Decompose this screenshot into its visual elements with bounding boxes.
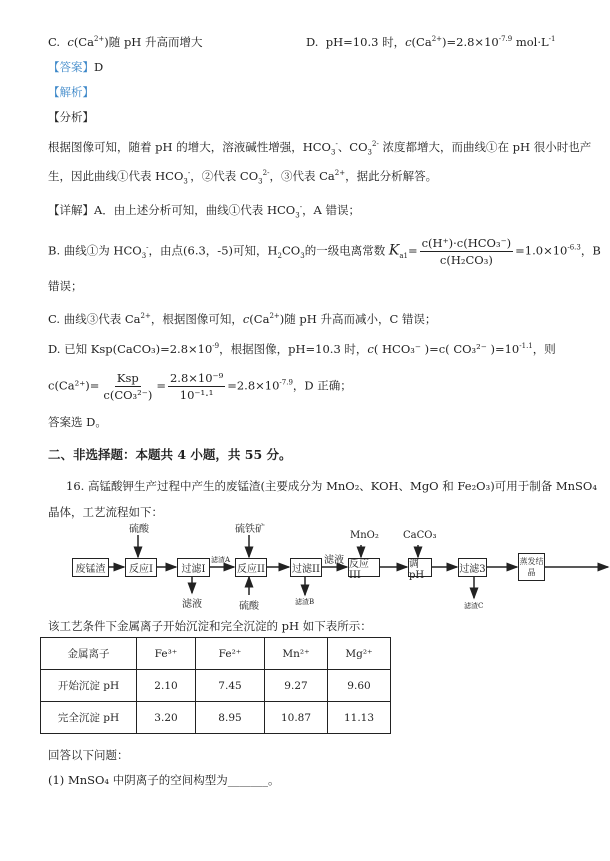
table-header-row [41,638,391,670]
flow-box: 废锰渣 [72,558,109,577]
flow-input: MnO₂ [350,530,379,541]
table-cell: 开始沉淀 pH [41,670,137,702]
table-header: Mg²⁺ [328,638,391,670]
flow-input: 硫酸 [129,524,149,535]
table-cell: 2.10 [137,670,196,702]
table-cell: 9.60 [328,670,391,702]
final-answer: 答案选 D。 [48,415,107,429]
ph-table [40,637,391,734]
flow-input: 硫酸 [239,601,259,612]
q16-line-2: 晶体，工艺流程如下： [48,505,163,519]
table-cell: 8.95 [196,702,265,734]
answer-prompt: 回答以下问题： [48,748,129,762]
flow-input: CaCO₃ [403,530,437,541]
table-row [41,702,391,734]
flow-mid-label: 滤渣A [211,556,231,564]
flow-input: 硫铁矿 [235,524,265,535]
sub-question-1: (1) MnSO₄ 中阴离子的空间构型为_______。 [48,773,280,787]
section-heading: 二、非选择题：本题共 4 小题，共 55 分。 [48,447,292,462]
analysis-line-2: 生，因此曲线①代表 $HCO_3^-$，②代表 $CO_3^{2-}$，③代表 $Ca^{2+}$，据此分析解答。 [48,169,438,186]
table-cell: 9.27 [265,670,328,702]
q16-line-1: 16. 高锰酸钾生产过程中产生的废锰渣(主要成分为 MnO₂、KOH、MgO 和 Fe₂O₃)可用于制备 MnSO₄ [66,479,597,493]
flow-mid-label: 滤液 [324,555,344,566]
flow-box: 调pH [408,558,432,577]
option-d: D. pH=10.3 时，$c(Ca^{2+})=2.8\times 10^{-7.9}$ $mol\cdot L^{-1}$ [306,35,556,49]
detail-d: D. 已知 $Ksp(CaCO_3)=2.8\times 10^{-9}$，根据图像，pH=10.3 时，c( HCO₃⁻ )=c( CO₃²⁻ )$=10^{-1.1}$，则 [48,342,556,356]
flow-output: 滤渣C [464,602,484,610]
detail-d-formula: c(Ca²⁺)= $\frac{\text{Ksp}}{\text{c(CO₃²⁻)}}$ = $\frac{\text{2.8×10⁻⁹}}{\text{10⁻¹·¹}}$ $=2.8\times 10^{-7.9}$，D 正确； [48,371,352,402]
flow-box: 过滤I [177,558,210,577]
table-intro: 该工艺条件下金属离子开始沉淀和完全沉淀的 pH 如下表所示： [48,619,372,633]
process-flowchart [0,515,610,615]
detail-b: B. 曲线①为 $HCO_3^-$，由点(6.3，-5)可知，$H_2CO_3$的一级电离常数 $K_{a1}=$ $\frac{\text{c(H⁺)·c(HCO₃⁻)}}{\text{c(H₂CO₃)}}$ $=1.0\times 10^{-6.3}$，B [48,236,601,267]
jiexi-heading: 【解析】 [48,85,94,99]
flow-output: 滤渣B [295,598,315,606]
detail-b-cont: 错误； [48,279,83,293]
table-header: Fe²⁺ [196,638,265,670]
flow-output: 滤液 [182,599,202,610]
table-row [41,670,391,702]
table-cell: 10.87 [265,702,328,734]
answer-line: 【答案】D [48,60,104,74]
analysis-line-1: 根据图像可知，随着 pH 的增大，溶液碱性增强，$HCO_3^-$、$CO_3^{2-}$ 浓度都增大，而曲线①在 pH 很小时也产 [48,140,592,157]
option-c: C. $c(Ca^{2+})$随 pH 升高而增大 [48,35,203,49]
flow-box: 过滤II [290,558,322,577]
fenxi-heading: 【分析】 [48,110,94,124]
table-cell: 完全沉淀 pH [41,702,137,734]
table-cell: 11.13 [328,702,391,734]
flow-box: 反应III [348,558,380,577]
detail-c: C. 曲线③代表 $Ca^{2+}$，根据图像可知，$c(Ca^{2+})$随 pH 升高而减小，C 错误； [48,312,437,326]
table-cell: 3.20 [137,702,196,734]
flow-box: 反应I [125,558,157,577]
flow-box: 过滤3 [458,558,487,577]
flow-box: 蒸发结晶 [518,553,545,581]
table-header: Fe³⁺ [137,638,196,670]
table-header: 金属离子 [41,638,137,670]
table-header: Mn²⁺ [265,638,328,670]
detail-a: 【详解】A．由上述分析可知，曲线①代表 $HCO_3^-$，A 错误； [48,203,361,220]
table-cell: 7.45 [196,670,265,702]
flow-box: 反应II [235,558,267,577]
